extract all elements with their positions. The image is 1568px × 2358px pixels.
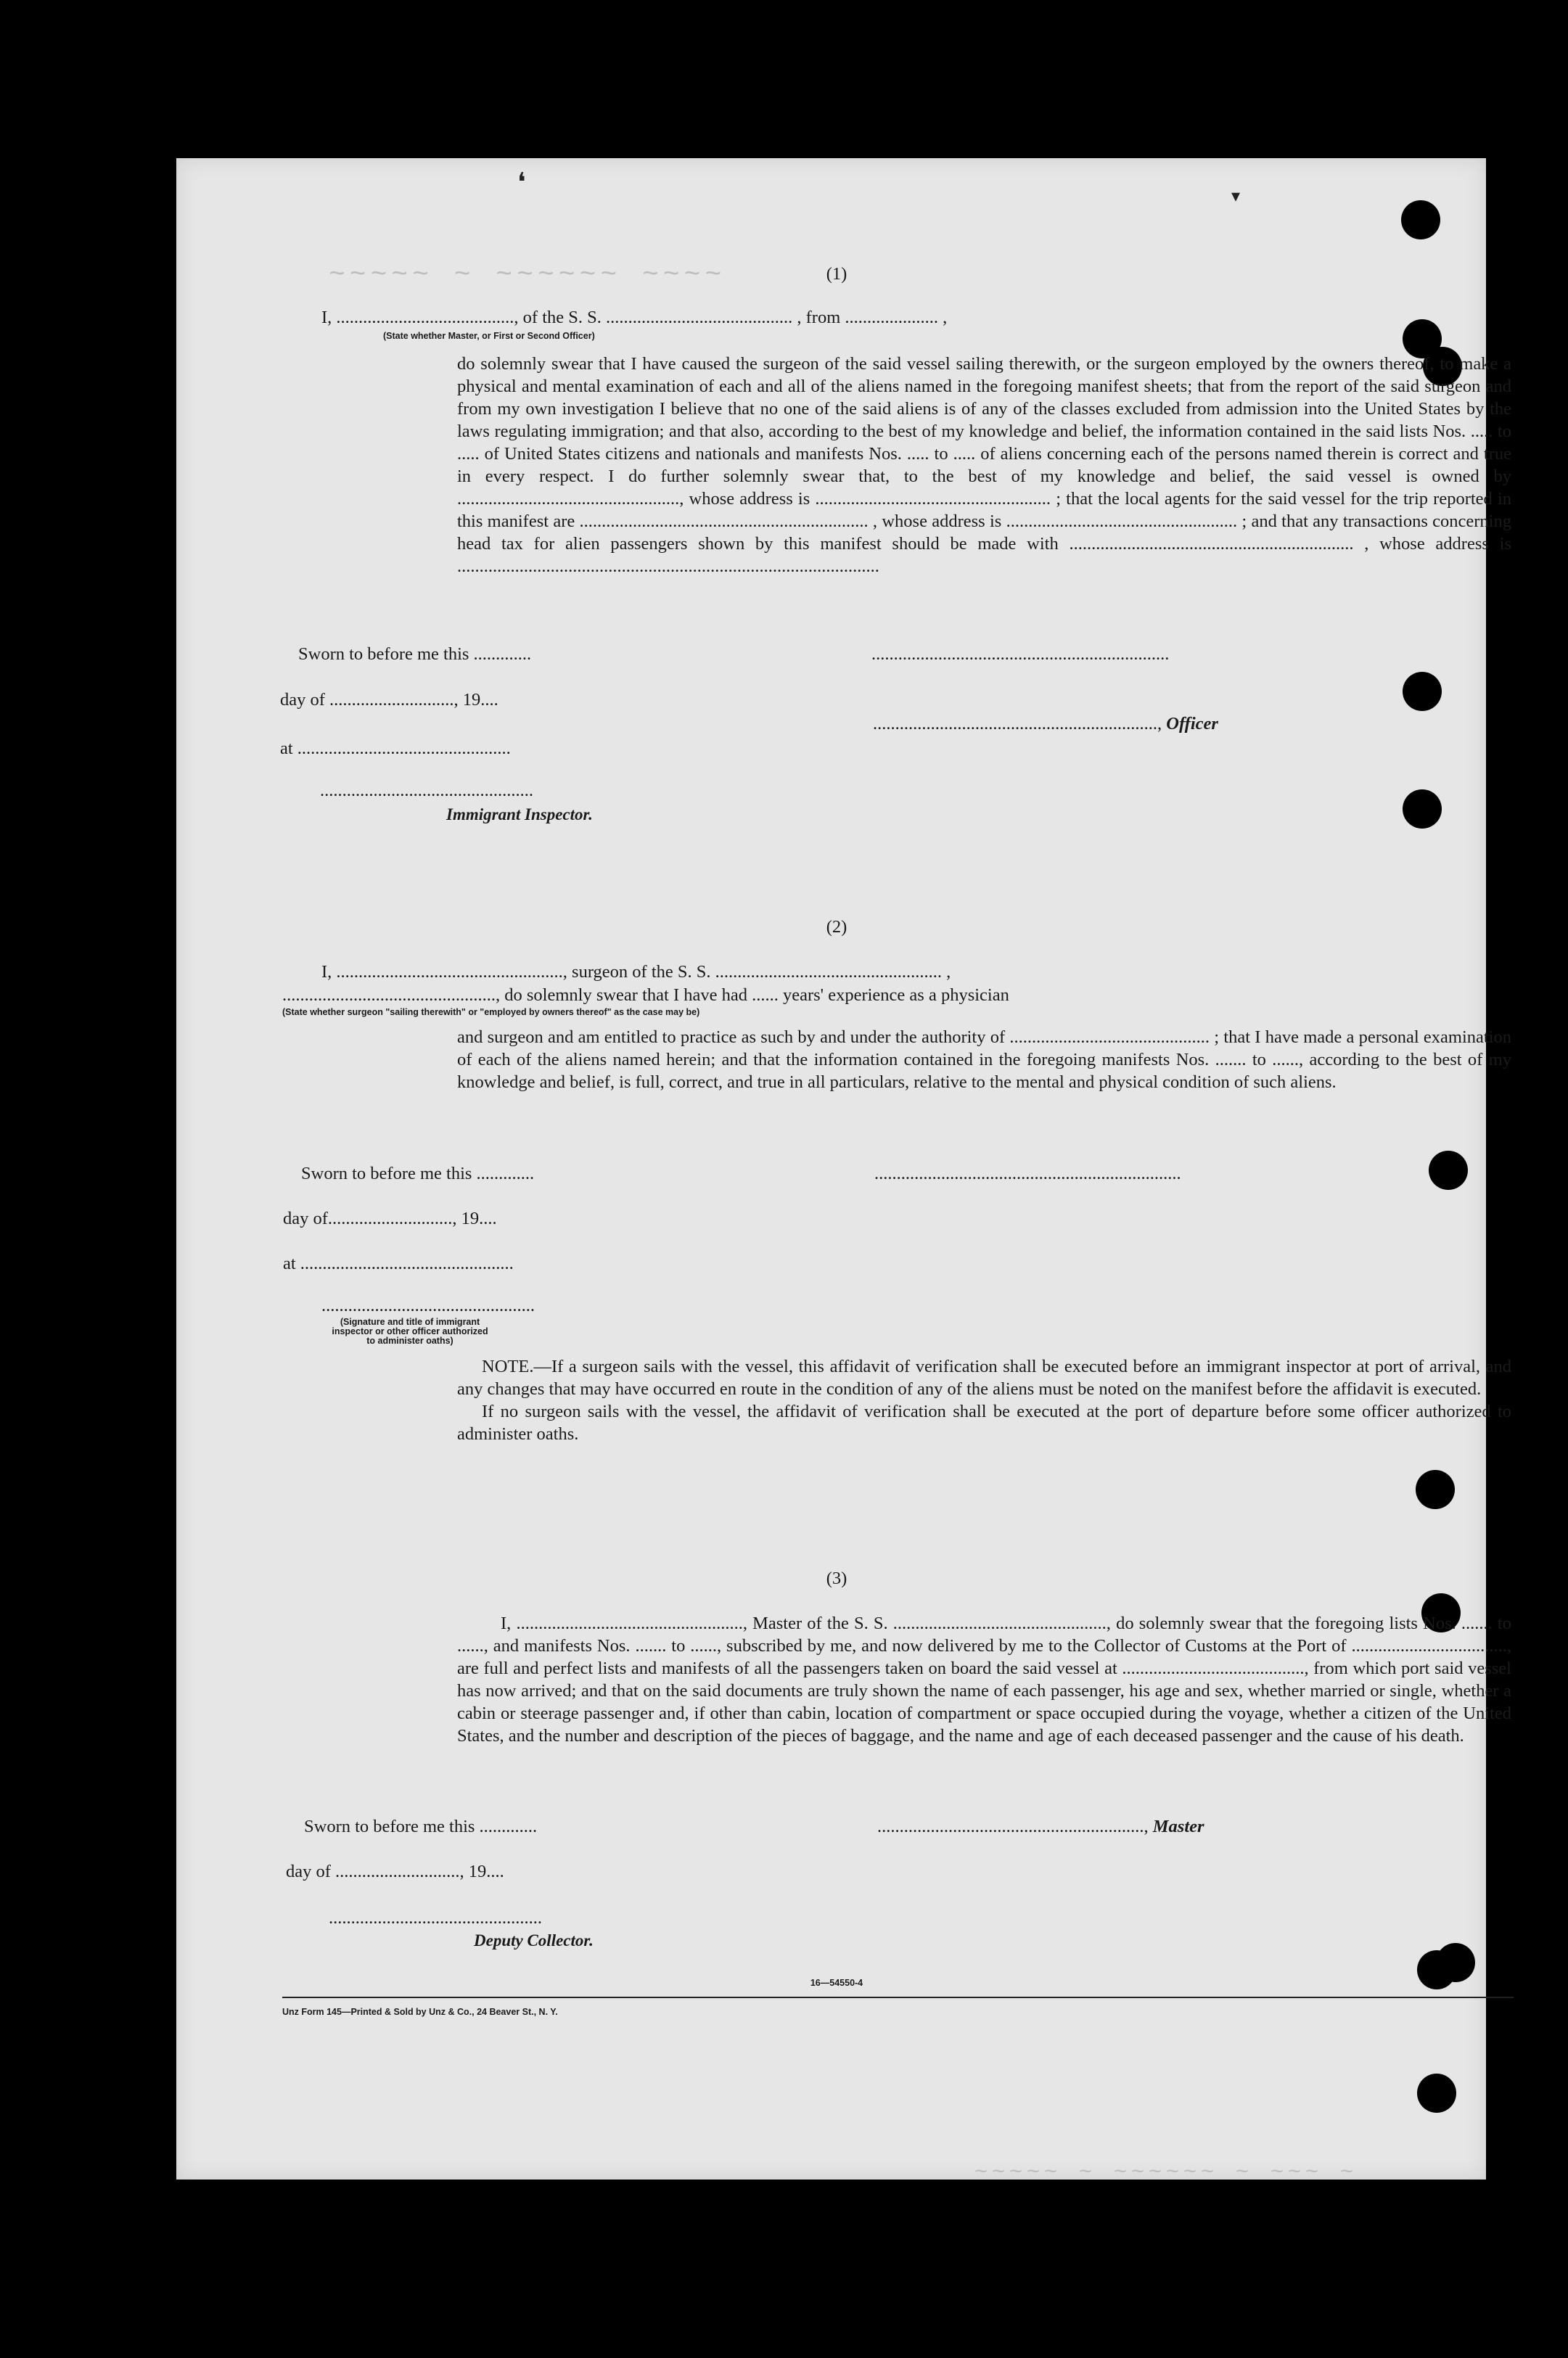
- date-line: day of ............................, 19....: [286, 1862, 504, 1881]
- master-text: I, ..................................................., Master of the S. S. ................................................, do solemnly swear that the foregoing lists Nos. ....... to ......, and manifests Nos. ....... to ......, subscribed by me, and now delivered by me to the Collector of Customs at the Port of ..................................., are full and perfect lists and manifests of all the passengers taken on board the said vessel at ........................................., from which port said vessel has now arrived; and that on the said documents are truly shown the name of each passenger, his age and sex, whether married or single, whether a cabin or steerage passenger and, if other than cabin, location of compartment or space occupied during the voyage, whether a citizen of the United States, and the number and description of the pieces of baggage, and the name and age of each deceased passenger and the cause of his death.: [457, 1614, 1511, 1746]
- sworn-line: Sworn to before me this .............: [301, 1164, 535, 1183]
- place-line: at ................................................: [280, 739, 511, 758]
- section-number: (2): [826, 917, 847, 937]
- master-paragraph: [457, 1612, 1511, 1747]
- officer-signature-line: [873, 714, 1218, 734]
- punch-hole: [1417, 2074, 1456, 2113]
- collector-title: Deputy Collector.: [474, 1931, 594, 1950]
- inspector-signature-line: ................................................: [321, 1296, 535, 1315]
- line-surgeon-statement: I, ..................................................., surgeon of the S. S. ................................................... ,: [321, 962, 951, 982]
- oath-text: do solemnly swear that I have caused the surgeon of the said vessel sailing therewith, or the surgeon employed by the owners thereof, to make a physical and mental examination of each and all of the aliens named in the foregoing manifest sheets; that from the report of the said surgeon and from my own investigation I believe that no one of the said aliens is of any of the classes excluded from admission into the United States by the laws regulating immigration; and that also, according to the best of my knowledge and belief, the information contained in the said lists Nos. ..... to ..... of United States citizens and nationals and manifests Nos. ..... to ..... of aliens concerning each of the persons named therein is correct and true in every respect. I do further solemnly swear that, to the best of my knowledge and belief, the said vessel is owned by .................................................., whose address is ..................................................... ; that the local agents for the said vessel for the trip reported in this manifest are ................................................................. , whose address is .................................................... ; and that any transactions concerning head tax for alien passengers shown by this manifest should be made with ................................................................ , whose address is ...............................................................................................: [457, 354, 1511, 576]
- surgeon-paragraph: [457, 1026, 1511, 1093]
- place-line: at ................................................: [283, 1254, 514, 1273]
- scratch-mark: ▾: [1231, 187, 1241, 206]
- date-line: day of............................, 19....: [283, 1209, 497, 1228]
- signature-note: (Signature and title of immigrant inspector or other officer authorized to administer oaths): [332, 1317, 488, 1346]
- scratch-mark: ❛: [517, 168, 526, 197]
- inspector-title: Immigrant Inspector.: [446, 805, 593, 823]
- sworn-line: Sworn to before me this .............: [304, 1817, 538, 1836]
- field-note: (State whether surgeon "sailing therewith" or "employed by owners thereof" as the case may be): [282, 1007, 700, 1017]
- master-label-title: Master: [1152, 1817, 1204, 1836]
- line-experience: ................................................, do solemnly swear that I have had ...... years' experience as a physician: [282, 985, 1009, 1005]
- punch-hole: [1416, 1470, 1455, 1509]
- master-signature-line: [877, 1817, 1204, 1837]
- manifest-page: [176, 158, 1511, 2185]
- note-text: NOTE.—If a surgeon sails with the vessel, this affidavit of verification shall be executed before an immigrant inspector at port of arrival, and any changes that may have occurred en route in the condition of any of the aliens must be noted on the manifest before the affidavit is executed.: [457, 1357, 1511, 1399]
- punch-hole: [1403, 672, 1442, 711]
- section-number: (3): [826, 1569, 847, 1588]
- officer-label: ................................................................, Officer: [873, 714, 1218, 734]
- master-label: ............................................................, Master: [877, 1817, 1204, 1836]
- note-text: If no surgeon sails with the vessel, the affidavit of verification shall be executed at the port of departure before some officer authorized to administer oaths.: [457, 1402, 1511, 1444]
- punch-hole: [1401, 200, 1440, 239]
- collector-signature-line: ................................................: [329, 1908, 542, 1928]
- date-line: day of ............................, 19....: [280, 690, 498, 710]
- bleed-through-text: ~~~~~ ~ ~~~~~~ ~ ~~~ ~: [974, 2161, 1358, 2185]
- signature-line: .....................................................................: [874, 1164, 1181, 1183]
- surgeon-text: and surgeon and am entitled to practice as such by and under the authority of ............................................. ; that I have made a personal examination of each of the aliens named herein; and that the information contained in the foregoing manifests Nos. ....... to ......, according to the best of my knowledge and belief, is full, correct, and true in all particulars, relative to the mental and physical condition of such aliens.: [457, 1027, 1511, 1092]
- bleed-through-text: ~~~~~ ~ ~~~~~~ ~~~~: [329, 260, 726, 291]
- section-number: (1): [826, 264, 847, 284]
- form-code: 16—54550-4: [810, 1978, 863, 1988]
- printer-imprint: Unz Form 145—Printed & Sold by Unz & Co., 24 Beaver St., N. Y.: [282, 2007, 558, 2017]
- signature-line: ...................................................................: [871, 644, 1170, 664]
- officer-label-title: Officer: [1166, 714, 1218, 734]
- footer-rule: [282, 1997, 1514, 1998]
- inspector-signature-line: ................................................: [320, 781, 533, 800]
- punch-hole: [1403, 789, 1442, 829]
- line-master-statement: I, ........................................, of the S. S. .......................................... , from ..................... ,: [321, 308, 948, 327]
- oath-paragraph: [457, 353, 1511, 578]
- punch-hole: [1436, 1943, 1475, 1982]
- note-paragraph: [457, 1355, 1511, 1445]
- field-note: (State whether Master, or First or Second Officer): [383, 331, 595, 341]
- punch-hole: [1429, 1151, 1468, 1190]
- sworn-line: Sworn to before me this .............: [298, 644, 532, 664]
